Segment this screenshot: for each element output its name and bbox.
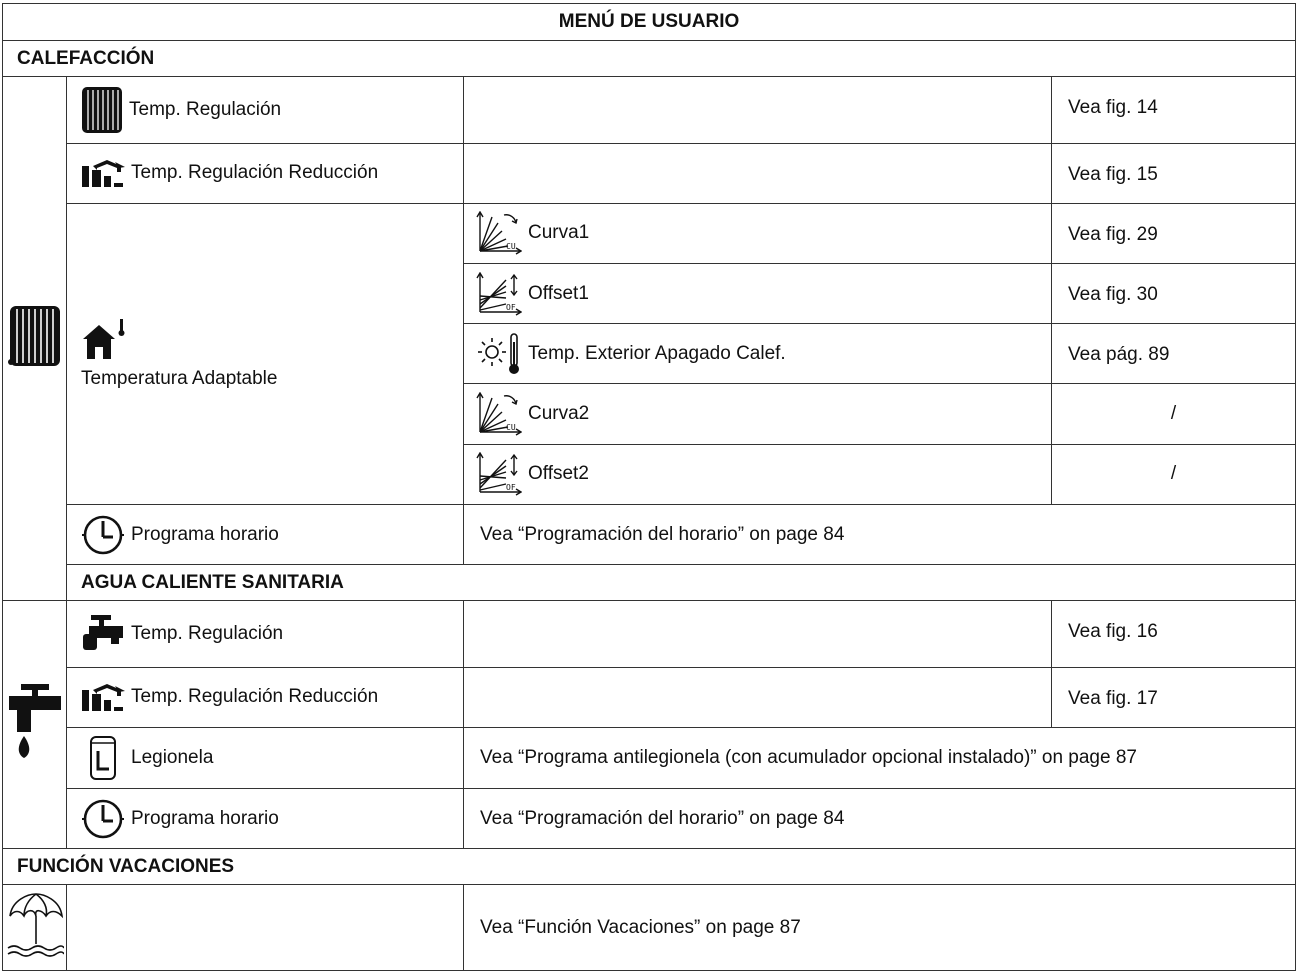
section-heating-title: CALEFACCIÓN [3,41,1296,77]
row-reference: Vea fig. 14 [1052,77,1296,143]
subrow-offset2 [464,452,1051,496]
subrow-temp-exterior [464,332,1051,376]
row-label: Temp. Regulación [129,98,282,120]
heating-section-icon-cell [3,77,67,601]
row-reference: Vea “Programación del horario” on page 84 [464,504,1296,564]
subrow-curva1 [464,211,1051,255]
beach-umbrella-icon [6,890,64,960]
row-label: Programa horario [131,807,279,829]
svg-text:OF: OF [506,302,516,312]
row-reference: / [1052,444,1296,504]
dhw-temp-reduccion [67,682,463,712]
holiday-section-icon-cell [3,885,67,971]
legionella-icon [81,735,125,781]
row-label: Temperatura Adaptable [81,368,278,390]
heating-temp-regulacion [67,85,463,135]
row-reference: Vea fig. 29 [1052,203,1296,263]
heating-temp-reduccion [67,158,463,188]
row-reference: Vea fig. 15 [1052,143,1296,203]
empty-cell [464,667,1052,727]
row-label: Temp. Regulación Reducción [131,686,379,708]
row-reference: Vea “Programación del horario” on page 84 [464,789,1296,849]
row-label: Temp. Regulación Reducción [131,162,379,184]
row-reference: Vea fig. 17 [1052,667,1296,727]
section-holiday-title: FUNCIÓN VACACIONES [3,849,1296,885]
empty-cell [67,885,464,971]
reduction-icon [81,158,125,188]
tap-icon [7,682,63,762]
dhw-programa-horario [67,797,463,841]
house-thermometer-icon [81,317,129,361]
dhw-legionela [67,735,463,781]
row-reference: Vea “Programa antilegionela (con acumulador opcional instalado)” on page 87 [464,727,1296,788]
curve-icon [476,392,522,436]
menu-title: MENÚ DE USUARIO [3,4,1296,41]
radiator-icon [8,302,62,370]
row-label: Offset1 [528,282,589,304]
subrow-curva2 [464,392,1051,436]
empty-cell [464,601,1052,667]
subrow-offset1 [464,272,1051,316]
heating-temperatura-adaptable [67,203,464,504]
row-label: Programa horario [131,523,279,545]
empty-cell [464,77,1052,143]
row-label: Curva2 [528,403,590,425]
row-reference: / [1052,384,1296,444]
empty-cell [464,143,1052,203]
sun-thermometer-icon [476,332,522,376]
dhw-section-icon-cell [3,601,67,849]
row-reference: Vea “Función Vacaciones” on page 87 [464,885,1296,971]
offset-icon [476,272,522,316]
row-reference: Vea fig. 30 [1052,264,1296,324]
svg-text:CU: CU [506,242,516,252]
clock-icon [81,513,125,557]
row-reference: Vea fig. 16 [1052,601,1296,667]
row-reference: Vea pág. 89 [1052,324,1296,384]
curve-icon [476,211,522,255]
reduction-icon [81,682,125,712]
section-dhw-title: AGUA CALIENTE SANITARIA [67,565,1296,601]
user-menu-table [2,3,1296,971]
dhw-temp-regulacion [67,614,463,654]
row-label: Curva1 [528,222,590,244]
row-label: Temp. Regulación [131,622,284,644]
radiator-icon [81,85,123,135]
clock-icon [81,797,125,841]
row-label: Temp. Exterior Apagado Calef. [528,342,786,364]
heating-programa-horario [67,513,463,557]
offset-icon [476,452,522,496]
row-label: Offset2 [528,463,589,485]
svg-text:CU: CU [506,423,516,433]
row-label: Legionela [131,746,214,768]
svg-text:OF: OF [506,483,516,493]
tap-icon [81,614,125,654]
